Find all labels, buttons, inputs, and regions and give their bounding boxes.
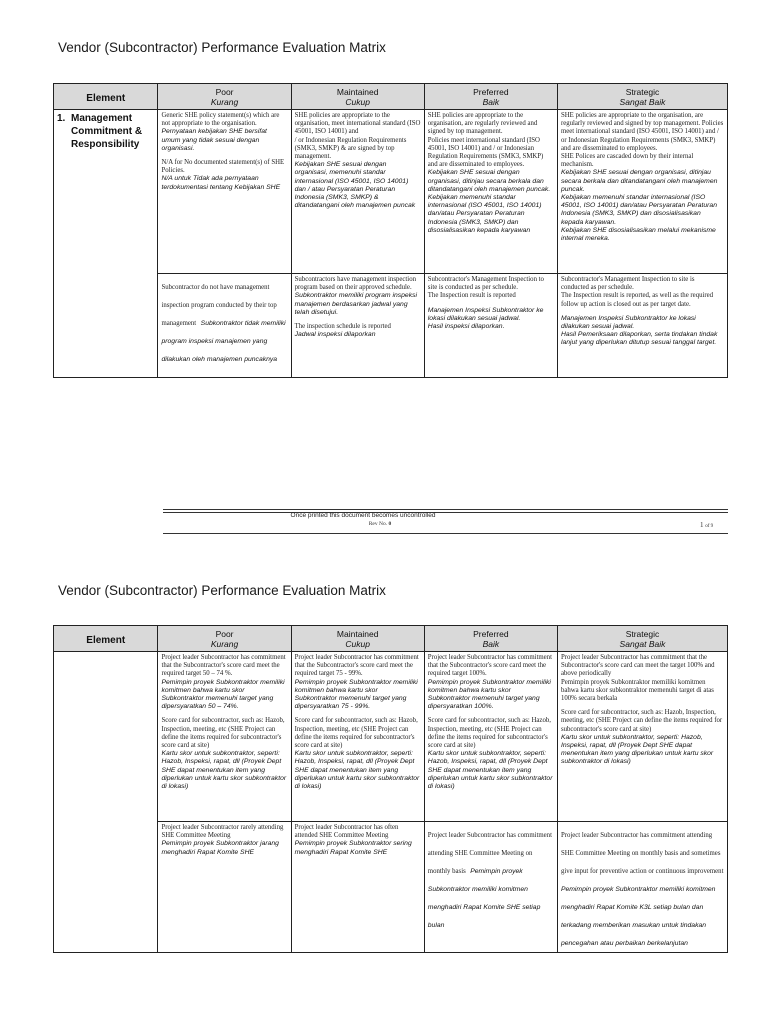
- cell-strategic: Project leader Subcontractor has commitment that the Subcontractor's score card can meet the target 100% and above periodically Pemimpin proyek Subkontraktor memiliki komitmen bahwa kartu skor subkontraktor memenuhi target di atas 100% secara berkala Score card for subcontractor, such as: Hazob, Inspection, meeting, etc (SHE Project can define the items required for subcontractor's score card at site) Kartu skor untuk subkontraktor, seperti: Hazob, Inspeksi, rapat, dll (Proyek Dept SHE dapat menentukan item yang diperlukan untuk kartu skor subkontraktor di lokasi): [557, 652, 727, 822]
- evaluation-matrix-table: [53, 83, 728, 378]
- element-cell: [54, 110, 158, 378]
- table-row: [54, 652, 728, 822]
- table-header-row: [54, 84, 728, 110]
- cell-poor: Generic SHE policy statement(s) which are not appropriate to the organisation. Pernyataan kebijakan SHE bersifat umum yang tidak sesuai dengan organisasi. N/A for No documented statement(s) of SHE Policies. N/A untuk Tidak ada pernyataan terdokumentasi tentang Kebijakan SHE: [158, 110, 291, 274]
- header-maintained: Maintained Cukup: [291, 626, 424, 652]
- cell-preferred: Project leader Subcontractor has commitment attending SHE Committee Meeting on monthly basis Pemimpin proyek Subkontraktor memiliki komitmen menghadiri Rapat Komite SHE setiap bulan: [424, 822, 557, 953]
- header-element: Element: [54, 84, 158, 110]
- header-strategic: Strategic Sangat Baik: [557, 84, 727, 110]
- revision-number: Rev No. 0: [368, 521, 392, 527]
- cell-preferred: SHE policies are appropriate to the organisation, are regularly reviewed and signed by top management. Policies meet international standard (ISO 45001, ISO 14001) and / or Indonesian Regulation Requirements (SMK3, SMKP) and are disseminated to employees. Kebijakan SHE sesuai dengan organisasi, ditinjau secara berkala dan ditandatangani oleh manajemen puncak. Kebijakan memenuhi standar internasional (ISO 45001, ISO 14001) dan/atau Persyaratan Peraturan Indonesia (SMK3, SMKP) dan disosialisasikan kepada karyawan: [424, 110, 557, 274]
- header-preferred: Preferred Baik: [424, 84, 557, 110]
- document-page-2: [0, 545, 768, 1024]
- cell-maintained: SHE policies are appropriate to the organisation, meet international standard (ISO 45001, ISO 14001) and / or Indonesian Regulation Requirements (SMK3, SMKP) & are signed by top management. Kebijakan SHE sesuai dengan organisasi, memenuhi standar internasional (ISO 45001, ISO 14001) dan / atau Persyaratan Peraturan Indonesia (SMK3, SMKP) & ditandatangani oleh manajemen puncak: [291, 110, 424, 274]
- evaluation-matrix-table: [53, 625, 728, 953]
- page-title: Vendor (Subcontractor) Performance Evaluation Matrix: [58, 40, 386, 55]
- header-preferred: Preferred Baik: [424, 626, 557, 652]
- cell-maintained: Project leader Subcontractor has often attended SHE Committee Meeting Pemimpin proyek Subkontraktor sering menghadiri Rapat Komite SHE: [291, 822, 424, 953]
- header-poor: Poor Kurang: [158, 84, 291, 110]
- element-cell: [54, 652, 158, 953]
- header-poor: Poor Kurang: [158, 626, 291, 652]
- cell-strategic: SHE policies are appropriate to the organisation, are regularly reviewed and signed by top management. Policies meet international standard (ISO 45001, ISO 14001) and / or Indonesian Regulation Requirements (SMK3, SMKP) and are disseminated to employees. SHE Polices are cascaded down by their internal mechanism. Kebijakan SHE sesuai dengan organisasi, ditinjau secara berkala dan ditandatangani oleh manajemen puncak. Kebijakan memenuhi standar internasional (ISO 45001, ISO 14001) dan/atau Persyaratan Peraturan Indonesia (SMK3, SMKP) dan disosialisasikan kepada karyawan. Kebijakan SHE disosialisasikan melalui mekanisme internal mereka.: [557, 110, 727, 274]
- cell-strategic: Subcontractor's Management Inspection to site is conducted as per schedule. The Inspection result is reported, as well as the required follow up action is closed out as per target date. Manajemen Inspeksi Subkontraktor ke lokasi dilakukan sesuai jadwal. Hasil Pemeriksaan dilaporkan, serta tindakan tindak lanjut yang diperlukan ditutup sesuai tanggal target.: [557, 274, 727, 378]
- cell-maintained: Subcontractors have management inspection program based on their approved schedule. Subkontraktor memiliki program inspeksi manajemen berdasarkan jadwal yang telah disetujui. The inspection schedule is reported Jadwal inspeksi dilaporkan: [291, 274, 424, 378]
- uncontrolled-note: Once printed this document becomes uncontrolled: [290, 512, 436, 519]
- cell-preferred: Project leader Subcontractor has commitment that the Subcontractor's score card meet the required target 100%. Pemimpin proyek Subkontraktor memiliki komitmen bahwa kartu skor Subkontraktor memenuhi target yang dipersyaratkan 100%. Score card for subcontractor, such as: Hazob, Inspection, meeting, etc (SHE Project can define the items required for subcontractor's score card at site) Kartu skor untuk subkontraktor, seperti: Hazob, Inspeksi, rapat, dll (Proyek Dept SHE dapat menentukan item yang diperlukan untuk kartu skor subkontraktor di lokasi): [424, 652, 557, 822]
- footer-divider: [163, 509, 728, 510]
- element-number: 1.: [57, 113, 66, 124]
- page-title: Vendor (Subcontractor) Performance Evaluation Matrix: [58, 583, 386, 598]
- footer-divider: [163, 533, 728, 534]
- cell-maintained: Project leader Subcontractor has commitment that the Subcontractor's score card meet the required target 75 - 99%. Pemimpin proyek Subkontraktor memiliki komitmen bahwa kartu skor Subkontraktor memenuhi target yang dipersyaratkan 75 - 99%. Score card for subcontractor, such as: Hazob, Inspection, meeting, etc (SHE Project can define the items required for subcontractor's score card at site) Kartu skor untuk subkontraktor, seperti: Hazob, Inspeksi, rapat, dll (Proyek Dept SHE dapat menentukan item yang diperlukan untuk kartu skor subkontraktor di lokasi): [291, 652, 424, 822]
- table-header-row: [54, 626, 728, 652]
- table-row: [54, 110, 728, 274]
- page-footer: [0, 507, 768, 537]
- cell-poor: Project leader Subcontractor has commitment that the Subcontractor's score card meet the required target 50 – 74 %. Pemimpin proyek Subkontraktor memiliki komitmen bahwa kartu skor Subkontraktor memenuhi target yang dipersyaratkan 50 – 74%. Score card for subcontractor, such as: Hazob, Inspection, meeting, etc (SHE Project can define the items required for subcontractor's score card at site) Kartu skor untuk subkontraktor, seperti: Hazob, Inspeksi, rapat, dll (Proyek Dept SHE dapat menentukan item yang diperlukan untuk kartu skor subkontraktor di lokasi): [158, 652, 291, 822]
- cell-poor: Project leader Subcontractor rarely attending SHE Committee Meeting Pemimpin proyek Subkontraktor jarang menghadiri Rapat Komite SHE: [158, 822, 291, 953]
- header-element: Element: [54, 626, 158, 652]
- header-maintained: Maintained Cukup: [291, 84, 424, 110]
- cell-preferred: Subcontractor's Management Inspection to site is conducted as per schedule. The Inspection result is reported Manajemen Inspeksi Subkontraktor ke lokasi dilakukan sesuai jadwal. Hasil inspeksi dilaporkan.: [424, 274, 557, 378]
- page-number: 1 of 9: [700, 521, 714, 529]
- element-label: Management Commitment & Responsibility: [71, 113, 143, 150]
- cell-poor: Subcontractor do not have management inspection program conducted by their top management Subkontraktor tidak memiliki program inspeksi manajemen yang dilakukan oleh manajemen puncaknya: [158, 274, 291, 378]
- cell-strategic: Project leader Subcontractor has commitment attending SHE Committee Meeting on monthly basis and sometimes give input for preventive action or continuous improvement Pemimpin proyek Subkontraktor memiliki komitmen menghadiri Rapat Komite K3L setiap bulan dan terkadang memberikan masukan untuk tindakan pencegahan atau perbaikan berkelanjutan: [557, 822, 727, 953]
- header-strategic: Strategic Sangat Baik: [557, 626, 727, 652]
